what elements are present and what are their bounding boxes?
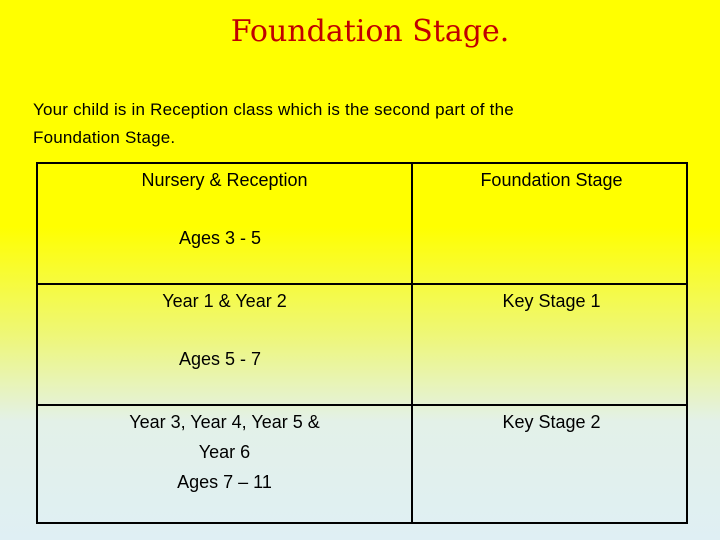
intro-line-1: Your child is in Reception class which is the second part of the <box>33 100 514 119</box>
row3-year-label-line2: Year 6 <box>198 442 251 462</box>
intro-text <box>33 96 633 152</box>
row3-year-label-line1: Year 3, Year 4, Year 5 & <box>129 412 320 432</box>
row1-ages: Ages 3 - 5 <box>179 228 262 248</box>
row2-ages: Ages 5 - 7 <box>179 349 262 369</box>
row3-ages: Ages 7 – 11 <box>177 472 272 492</box>
row1-year-label: Nursery & Reception <box>141 170 308 190</box>
row2-stage: Key Stage 1 <box>502 291 601 311</box>
row2-year-label: Year 1 & Year 2 <box>162 291 287 311</box>
page-title: Foundation Stage. <box>230 14 510 49</box>
intro-line-2: Foundation Stage. <box>33 128 176 147</box>
table-row-divider-1 <box>38 283 686 285</box>
table-row-divider-2 <box>38 404 686 406</box>
stages-table <box>36 162 688 524</box>
table-column-divider <box>411 164 413 522</box>
row1-stage: Foundation Stage <box>480 170 623 190</box>
row3-stage: Key Stage 2 <box>502 412 601 432</box>
